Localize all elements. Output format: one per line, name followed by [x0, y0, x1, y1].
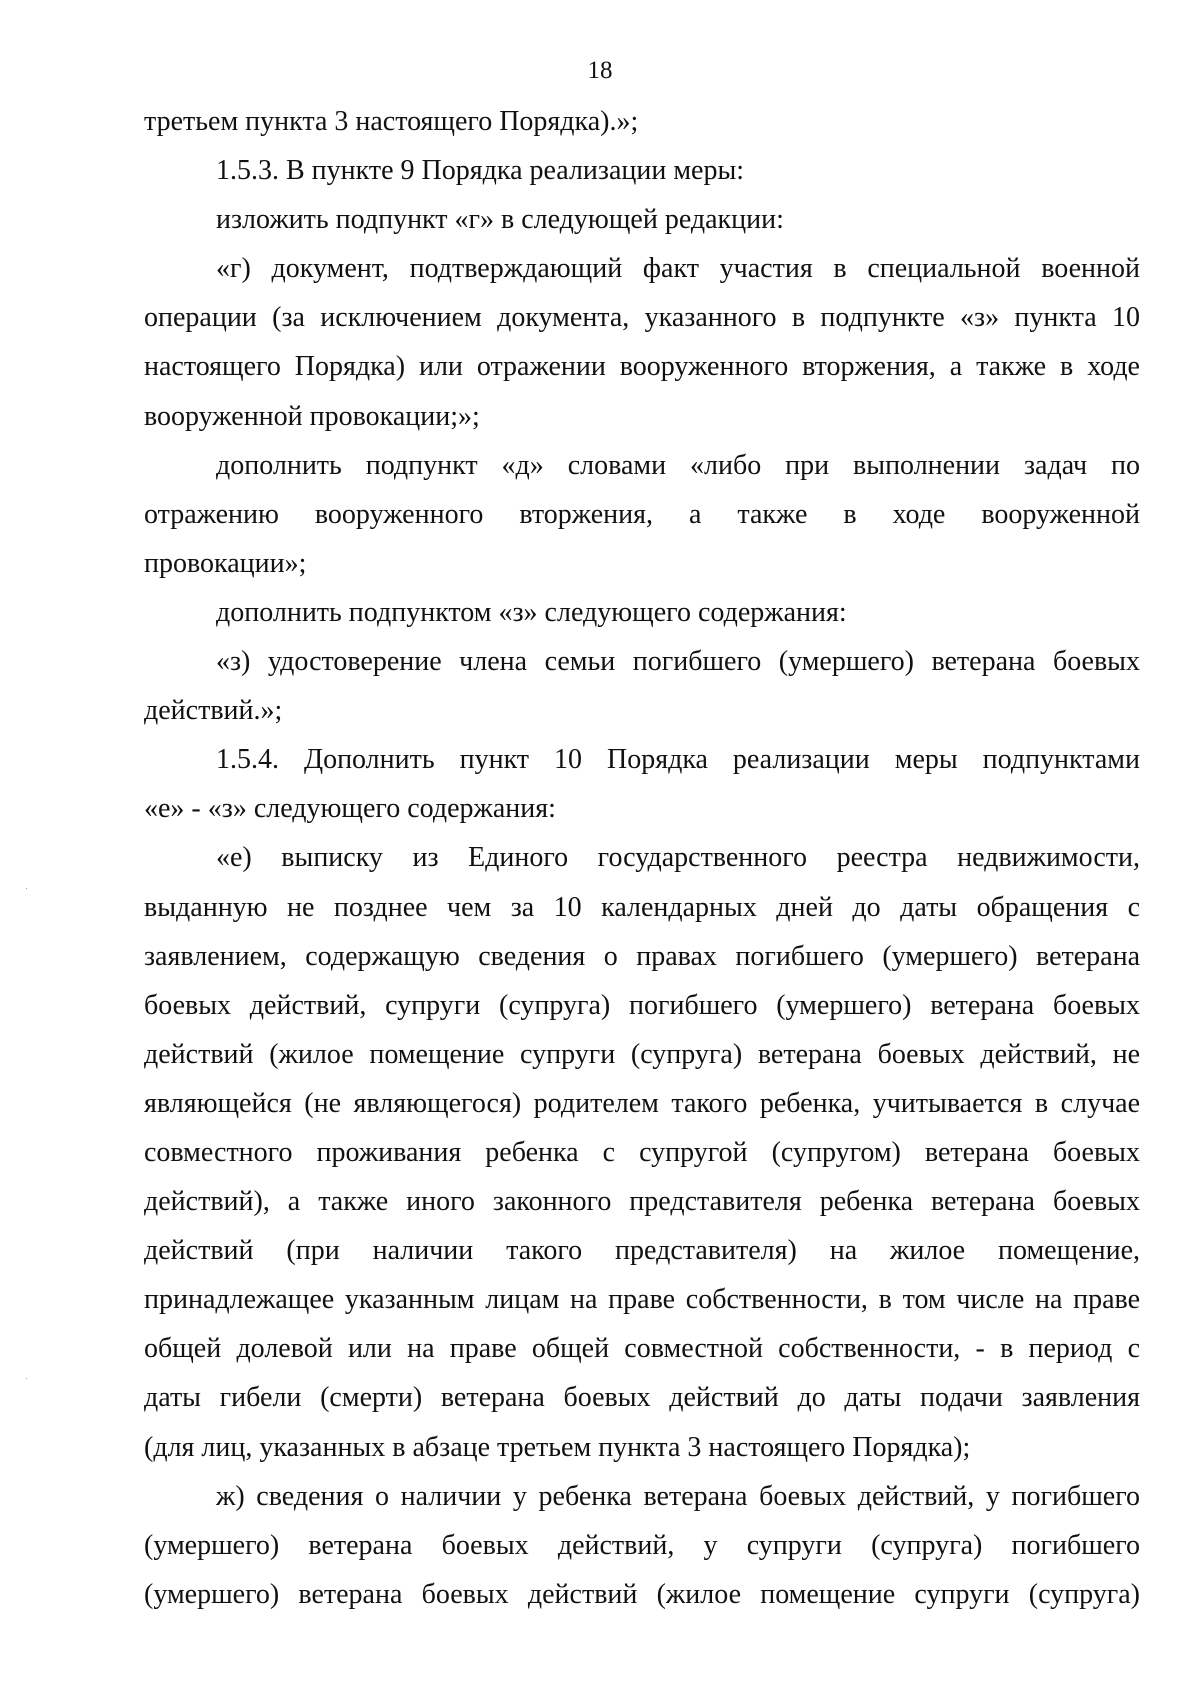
text-line: (умершего) ветерана боевых действий (жилое помещение супруги (супруга)	[144, 1578, 1140, 1610]
text-line: (для лиц, указанных в абзаце третьем пункта 3 настоящего Порядка);	[144, 1431, 971, 1463]
text-line: боевых действий, супруги (супруга) погибшего (умершего) ветерана боевых	[144, 989, 1140, 1021]
text-line: заявлением, содержащую сведения о правах погибшего (умершего) ветерана	[144, 940, 1140, 972]
scan-speck	[26, 1378, 27, 1379]
text-line: даты гибели (смерти) ветерана боевых действий до даты подачи заявления	[144, 1382, 1140, 1414]
text-line: совместного проживания ребенка с супругой (супругом) ветерана боевых	[144, 1136, 1140, 1168]
text-line: «е» - «з» следующего содержания:	[144, 793, 556, 825]
text-line: действий (при наличии такого представителя) на жилое помещение,	[144, 1235, 1140, 1267]
scan-speck	[26, 888, 27, 889]
text-line: изложить подпункт «г» в следующей редакции:	[216, 204, 784, 236]
text-line: 1.5.3. В пункте 9 Порядка реализации меры:	[216, 155, 745, 187]
text-line: действий.»;	[144, 695, 283, 727]
page-number: 18	[587, 57, 613, 84]
text-line: «е) выписку из Единого государственного реестра недвижимости,	[216, 842, 1140, 874]
text-line: 1.5.4. Дополнить пункт 10 Порядка реализации меры подпунктами	[216, 744, 1140, 776]
text-line: общей долевой или на праве общей совместной собственности, - в период с	[144, 1333, 1140, 1365]
text-line: выданную не позднее чем за 10 календарных дней до даты обращения с	[144, 891, 1140, 923]
text-line: дополнить подпункт «д» словами «либо при выполнении задач по	[216, 449, 1140, 481]
text-line: настоящего Порядка) или отражении вооруженного вторжения, а также в ходе	[144, 351, 1140, 383]
text-line: «г) документ, подтверждающий факт участия в специальной военной	[216, 253, 1140, 285]
text-line: действий), а также иного законного представителя ребенка ветерана боевых	[144, 1186, 1140, 1218]
text-line: являющейся (не являющегося) родителем такого ребенка, учитывается в случае	[144, 1087, 1140, 1119]
text-line: операции (за исключением документа, указанного в подпункте «з» пункта 10	[144, 302, 1140, 334]
text-line: «з) удостоверение члена семьи погибшего (умершего) ветерана боевых	[216, 646, 1140, 678]
text-line: ж) сведения о наличии у ребенка ветерана боевых действий, у погибшего	[216, 1480, 1140, 1512]
text-line: третьем пункта 3 настоящего Порядка).»;	[144, 106, 639, 137]
text-line: провокации»;	[144, 547, 307, 579]
text-line: дополнить подпунктом «з» следующего содержания:	[216, 596, 847, 628]
body-text	[144, 97, 1140, 1619]
text-line: действий (жилое помещение супруги (супруга) ветерана боевых действий, не	[144, 1038, 1140, 1070]
text-line: принадлежащее указанным лицам на праве собственности, в том числе на праве	[144, 1284, 1140, 1316]
text-line: отражению вооруженного вторжения, а также в ходе вооруженной	[144, 498, 1140, 530]
text-line: вооруженной провокации;»;	[144, 400, 480, 432]
text-line: (умершего) ветерана боевых действий, у супруги (супруга) погибшего	[144, 1529, 1140, 1561]
